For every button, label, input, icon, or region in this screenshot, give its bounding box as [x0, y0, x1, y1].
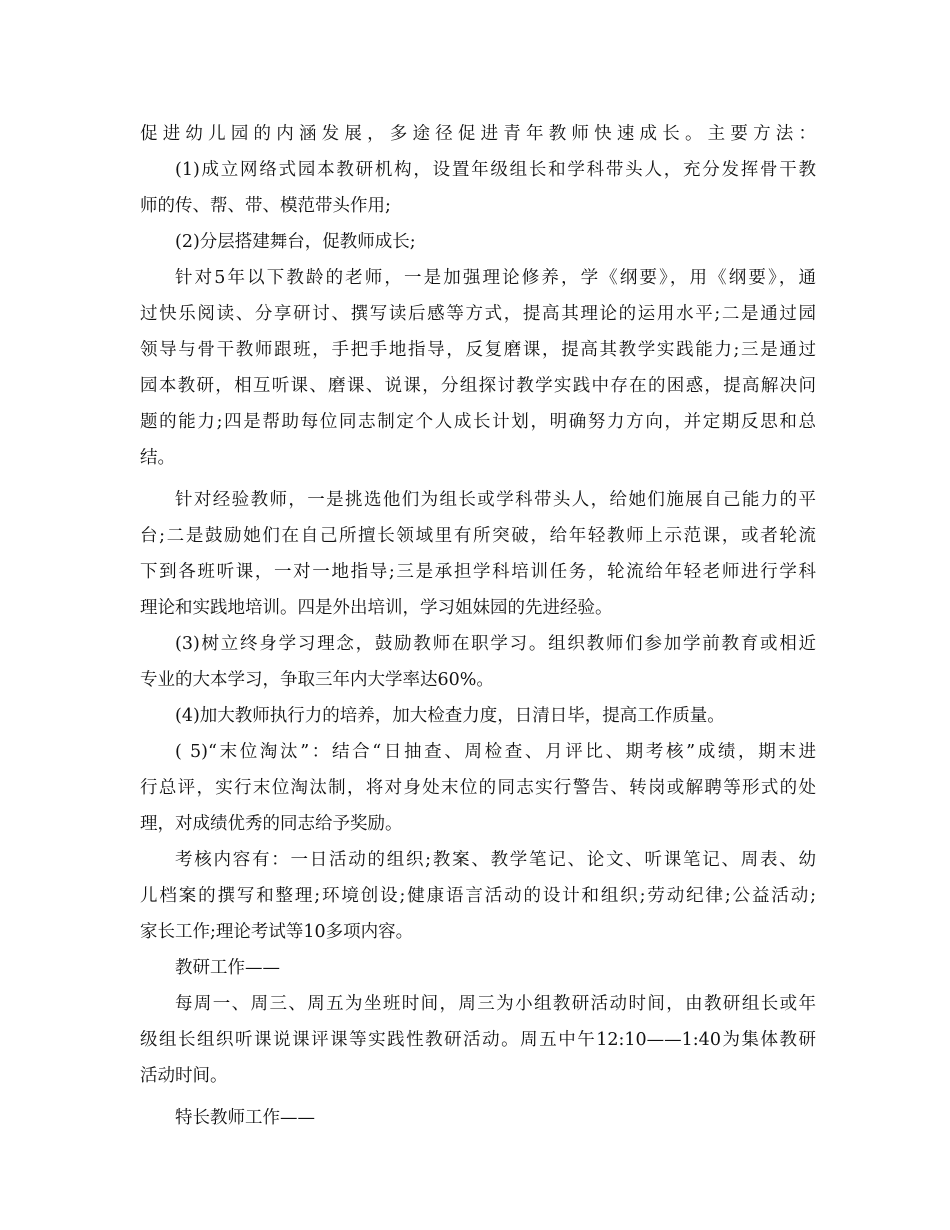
text-line: 下到各班听课，一对一地指导;三是承担学科培训任务，轮流给年轻老师进行学科	[140, 562, 816, 582]
text-line: 针对经验教师，一是挑选他们为组长或学科带头人，给她们施展自己能力的平	[175, 490, 816, 510]
text-line: 家长工作;理论考试等10多项内容。	[140, 922, 414, 942]
text-line: (1)成立网络式园本教研机构，设置年级组长和学科带头人，充分发挥骨干教	[175, 160, 816, 180]
text-line: (4)加大教师执行力的培养，加大检查力度，日清日毕，提高工作质量。	[175, 706, 725, 726]
text-line: (2)分层搭建舞台，促教师成长;	[175, 232, 416, 252]
text-line: ( 5)“末位淘汰”：结合“日抽查、周检查、月评比、期考核”成绩，期末进	[175, 742, 816, 762]
text-line: 理论和实践地培训。四是外出培训，学习姐妹园的先进经验。	[140, 598, 613, 618]
text-line: (3)树立终身学习理念，鼓励教师在职学习。组织教师们参加学前教育或相近	[175, 634, 816, 654]
text-line: 针对5年以下教龄的老师，一是加强理论修养，学《纲要》，用《纲要》，通	[175, 268, 816, 288]
document-body	[140, 116, 816, 1136]
text-line: 每周一、周三、周五为坐班时间，周三为小组教研活动时间，由教研组长或年	[175, 994, 816, 1014]
text-line: 结。	[140, 448, 175, 468]
text-line: 促进幼儿园的内涵发展，多途径促进青年教师快速成长。主要方法：	[140, 124, 816, 144]
text-line: 园本教研，相互听课、磨课、说课，分组探讨教学实践中存在的困惑，提高解决问	[140, 376, 816, 396]
text-line: 师的传、帮、带、模范带头作用;	[140, 196, 391, 216]
text-line: 题的能力;四是帮助每位同志制定个人成长计划，明确努力方向，并定期反思和总	[140, 412, 816, 432]
text-line: 过快乐阅读、分享研讨、撰写读后感等方式，提高其理论的运用水平;二是通过园	[140, 304, 816, 324]
text-line: 行总评，实行末位淘汰制，将对身处末位的同志实行警告、转岗或解聘等形式的处	[140, 778, 816, 798]
text-line: 台;二是鼓励她们在自己所擅长领域里有所突破，给年轻教师上示范课，或者轮流	[140, 526, 816, 546]
text-line: 教研工作——	[175, 958, 280, 978]
text-line: 理，对成绩优秀的同志给予奖励。	[140, 814, 403, 834]
text-line: 考核内容有：一日活动的组织;教案、教学笔记、论文、听课笔记、周表、幼	[175, 850, 816, 870]
text-line: 领导与骨干教师跟班，手把手地指导，反复磨课，提高其教学实践能力;三是通过	[140, 340, 816, 360]
text-line: 级组长组织听课说课评课等实践性教研活动。周五中午12:10——1:40为集体教研	[140, 1030, 816, 1050]
text-line: 专业的大本学习，争取三年内大学率达60%。	[140, 670, 494, 690]
text-line: 特长教师工作——	[175, 1108, 315, 1128]
text-line: 活动时间。	[140, 1066, 228, 1086]
text-line: 儿档案的撰写和整理;环境创设;健康语言活动的设计和组织;劳动纪律;公益活动;	[140, 886, 816, 906]
